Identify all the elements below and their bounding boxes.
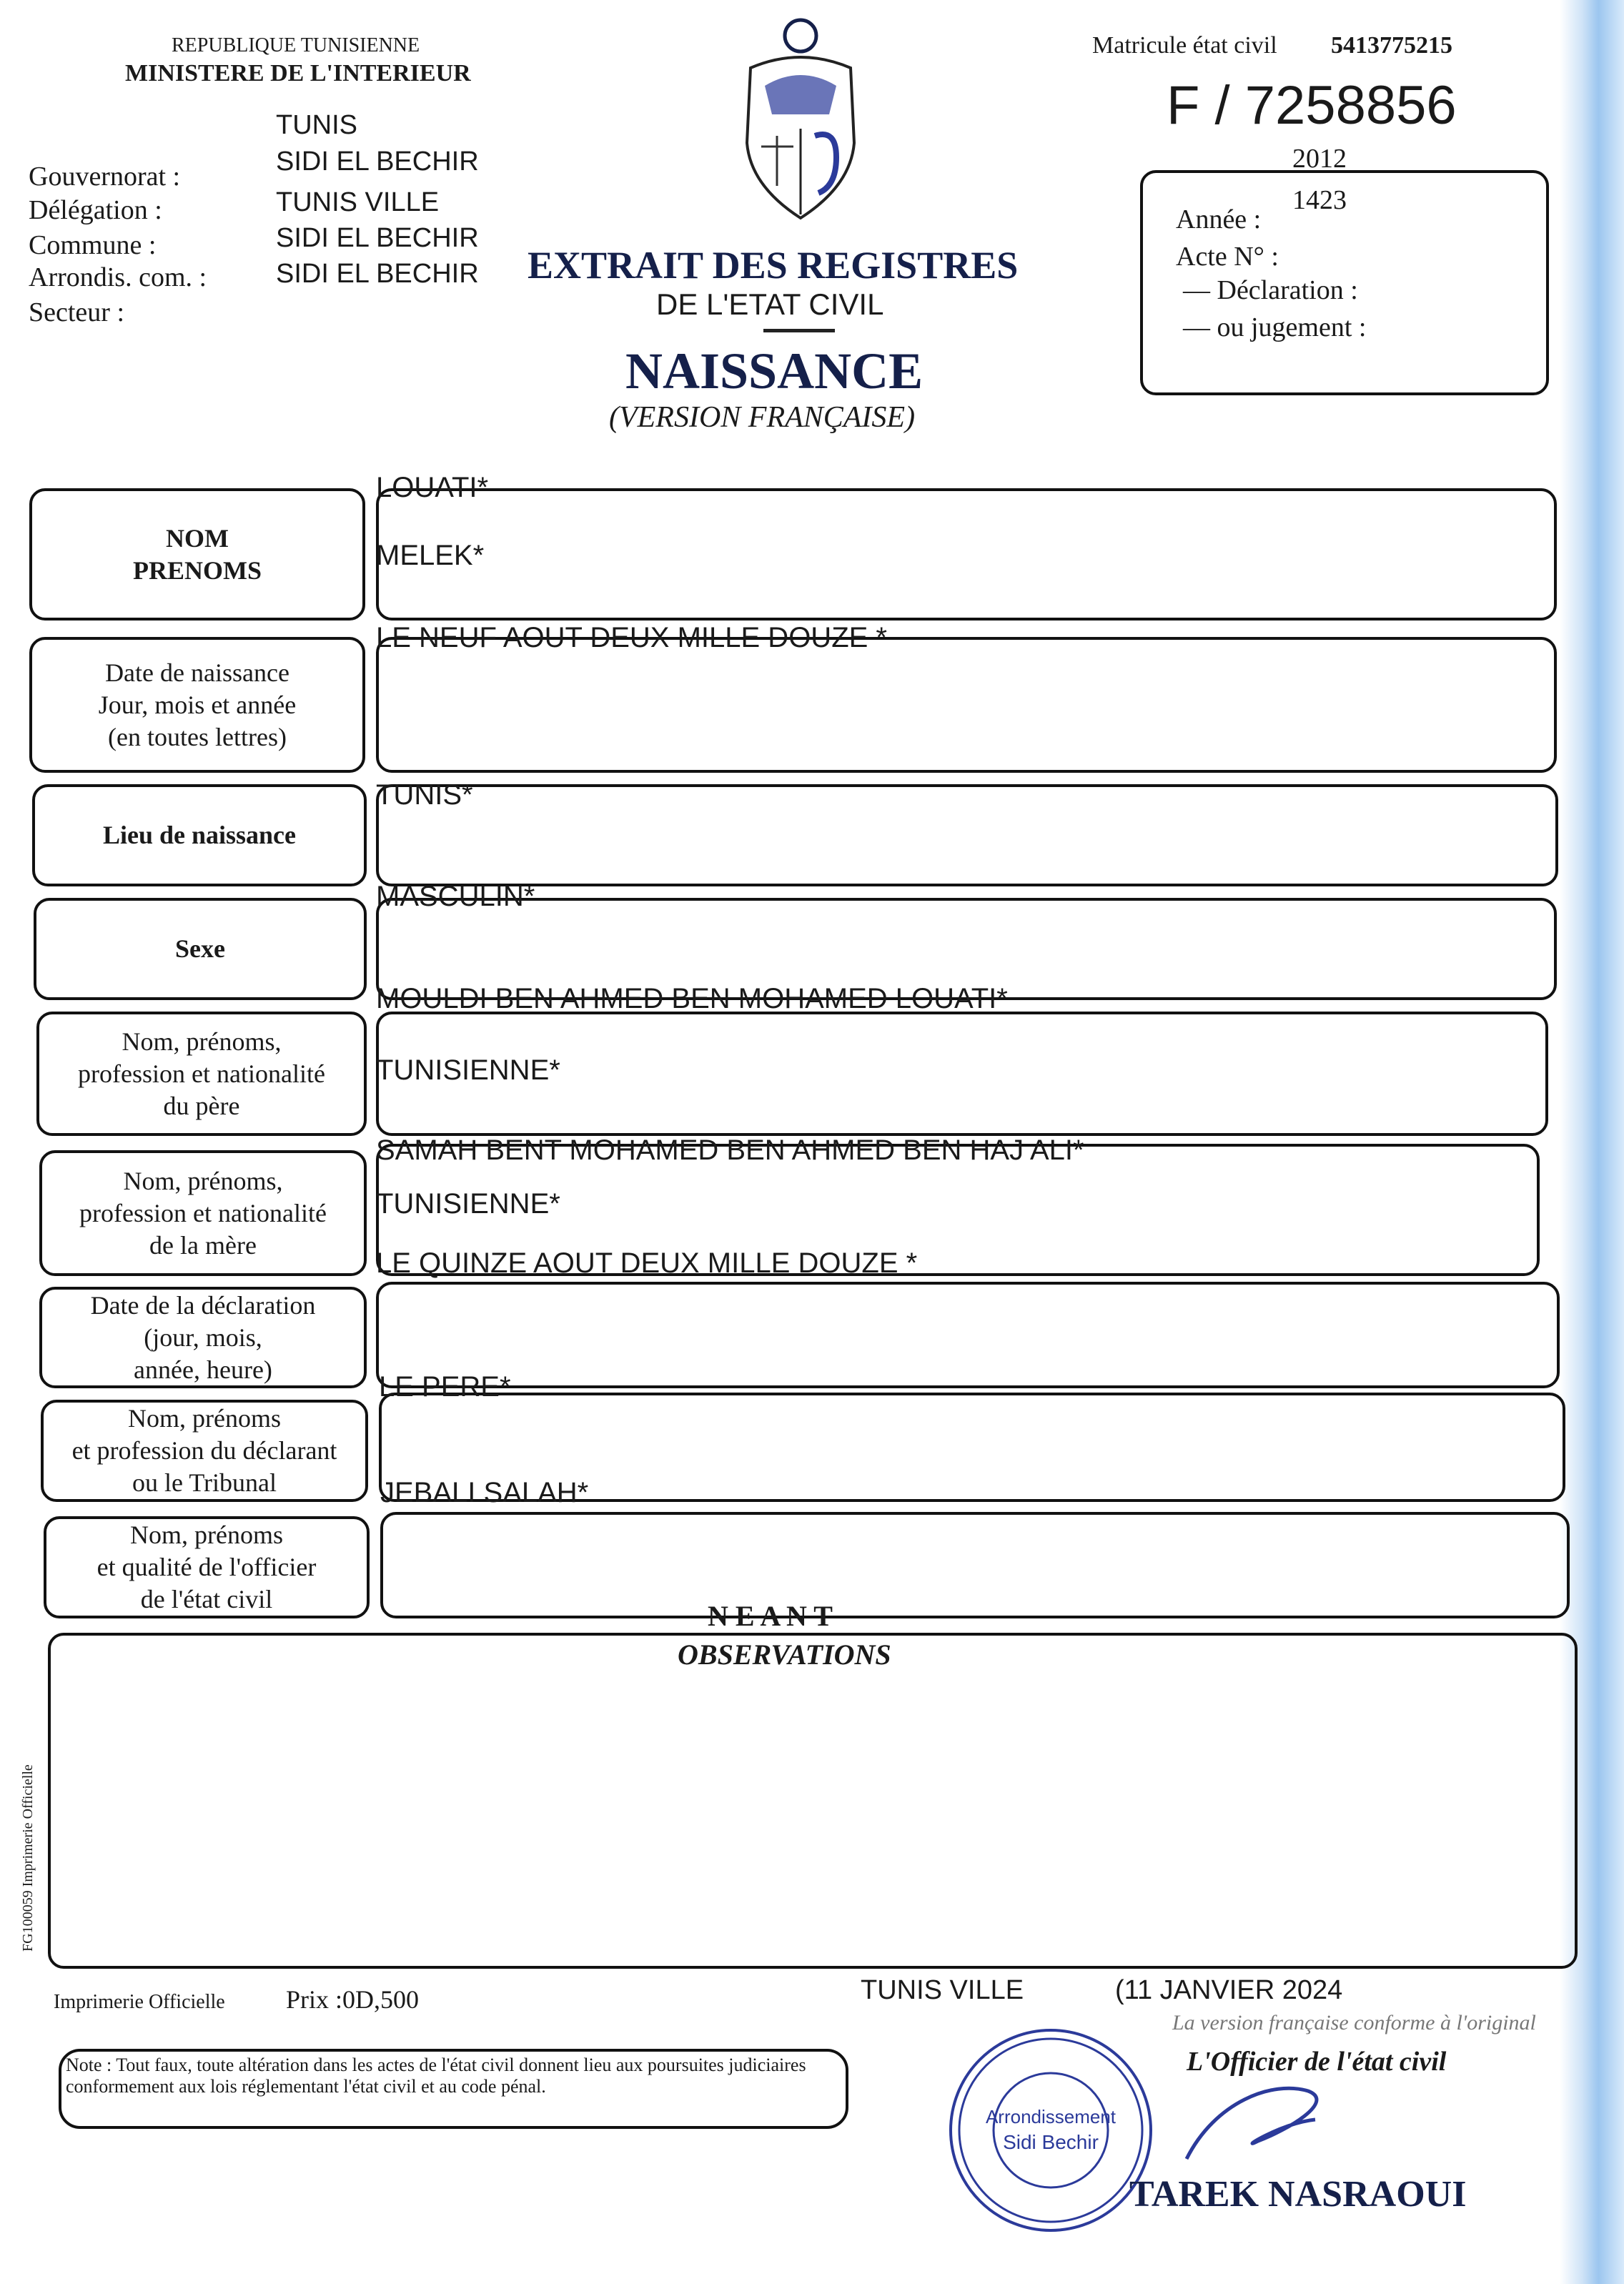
place-label: TUNIS VILLE <box>861 1975 1024 2005</box>
row-label-mere: Nom, prénoms, profession et nationalité de la mère <box>39 1150 367 1276</box>
secteur-label: Secteur : <box>29 297 125 327</box>
republic-label: REPUBLIQUE TUNISIENNE <box>172 34 420 56</box>
annee-label: Année : <box>1176 204 1262 234</box>
observations-value: N E A N T <box>708 1600 833 1632</box>
secteur-value: SIDI EL BECHIR <box>276 259 479 289</box>
note-text: Note : Tout faux, toute altération dans les actes de l'état civil donnent lieu aux poursuites judiciaires conformement aux lois réglementant l'état civil et au code pénal. <box>66 2055 806 2097</box>
matricule-label: Matricule état civil <box>1092 32 1277 59</box>
nom-value: LOUATI* <box>376 472 489 503</box>
title-divider <box>763 329 835 332</box>
declarant-value: LE PERE* <box>379 1371 511 1403</box>
commune-value: TUNIS VILLE <box>276 187 440 217</box>
signature-icon <box>1172 2080 1358 2166</box>
prix-label: Prix :0D,500 <box>286 1985 420 2014</box>
lieu-value: TUNIS* <box>376 779 473 811</box>
officier-value: JEBALI SALAH* <box>380 1477 589 1508</box>
svg-text:Sidi Bechir: Sidi Bechir <box>1003 2131 1099 2153</box>
observations-label: OBSERVATIONS <box>678 1638 891 1671</box>
side-code: FG100059 Imprimerie Officielle <box>20 1764 36 1952</box>
row-field-nom <box>376 488 1557 621</box>
title-line2: DE L'ETAT CIVIL <box>656 287 884 321</box>
official-stamp-icon <box>944 2023 1158 2238</box>
row-label-date-declaration: Date de la déclaration (jour, mois, année, heure) <box>39 1287 367 1388</box>
mere-name-value: SAMAH BENT MOHAMED BEN AHMED BEN HAJ ALI* <box>376 1134 1084 1166</box>
row-field-lieu <box>376 784 1558 886</box>
gouvernorat-value: TUNIS <box>276 110 357 140</box>
title-line1: EXTRAIT DES REGISTRES <box>528 244 1019 287</box>
declaration-label: — Déclaration : <box>1183 275 1358 305</box>
row-label-date-naissance: Date de naissance Jour, mois et année (en toutes lettres) <box>29 637 365 773</box>
delegation-value: SIDI EL BECHIR <box>276 147 479 177</box>
date-label: (11 JANVIER 2024 <box>1115 1975 1343 2005</box>
pere-nationality-value: TUNISIENNE* <box>376 1054 560 1086</box>
version-label: (VERSION FRANÇAISE) <box>609 401 916 434</box>
arrondissement-value: SIDI EL BECHIR <box>276 223 479 253</box>
mere-nationality-value: TUNISIENNE* <box>376 1188 560 1220</box>
gouvernorat-label: Gouvernorat : <box>29 162 181 192</box>
row-label-officier: Nom, prénoms et qualité de l'officier de l'état civil <box>44 1516 370 1618</box>
date-naissance-value: LE NEUF AOUT DEUX MILLE DOUZE * <box>376 622 887 653</box>
serial-number: F / 7258856 <box>1167 75 1457 136</box>
sexe-value: MASCULIN* <box>376 881 535 912</box>
annee-value: 2012 <box>1292 144 1347 174</box>
row-label-declarant: Nom, prénoms et profession du déclarant ou le Tribunal <box>41 1400 368 1502</box>
observations-box <box>48 1633 1578 1969</box>
row-label-lieu: Lieu de naissance <box>32 784 367 886</box>
officer-title: L'Officier de l'état civil <box>1187 2047 1447 2077</box>
ministry-label: MINISTERE DE L'INTERIEUR <box>125 60 471 86</box>
row-field-officier <box>380 1512 1570 1618</box>
document-type-title: NAISSANCE <box>625 342 924 400</box>
jugement-label: — ou jugement : <box>1183 312 1367 342</box>
matricule-value: 5413775215 <box>1331 32 1452 59</box>
date-declaration-value: LE QUINZE AOUT DEUX MILLE DOUZE * <box>376 1247 918 1279</box>
svg-text:Arrondissement: Arrondissement <box>985 2106 1116 2127</box>
imprimerie-label: Imprimerie Officielle <box>54 1991 225 2013</box>
row-label-pere: Nom, prénoms, profession et nationalité du père <box>36 1012 367 1136</box>
prenom-value: MELEK* <box>376 540 485 571</box>
row-field-date-declaration <box>376 1282 1560 1388</box>
pere-name-value: MOULDI BEN AHMED BEN MOHAMED LOUATI* <box>376 983 1008 1014</box>
row-label-sexe: Sexe <box>34 898 367 1000</box>
row-label-nom: NOM PRENOMS <box>29 488 365 621</box>
acte-label: Acte N° : <box>1176 242 1279 272</box>
arrondissement-label: Arrondis. com. : <box>29 262 207 292</box>
conformity-text: La version française conforme à l'original <box>1172 2011 1536 2035</box>
delegation-label: Délégation : <box>29 195 162 225</box>
commune-label: Commune : <box>29 230 157 260</box>
acte-value: 1423 <box>1292 185 1347 215</box>
row-field-date-naissance <box>376 637 1557 773</box>
tunisia-coat-of-arms-icon <box>729 14 872 222</box>
officer-name: TAREK NASRAOUI <box>1129 2174 1467 2215</box>
